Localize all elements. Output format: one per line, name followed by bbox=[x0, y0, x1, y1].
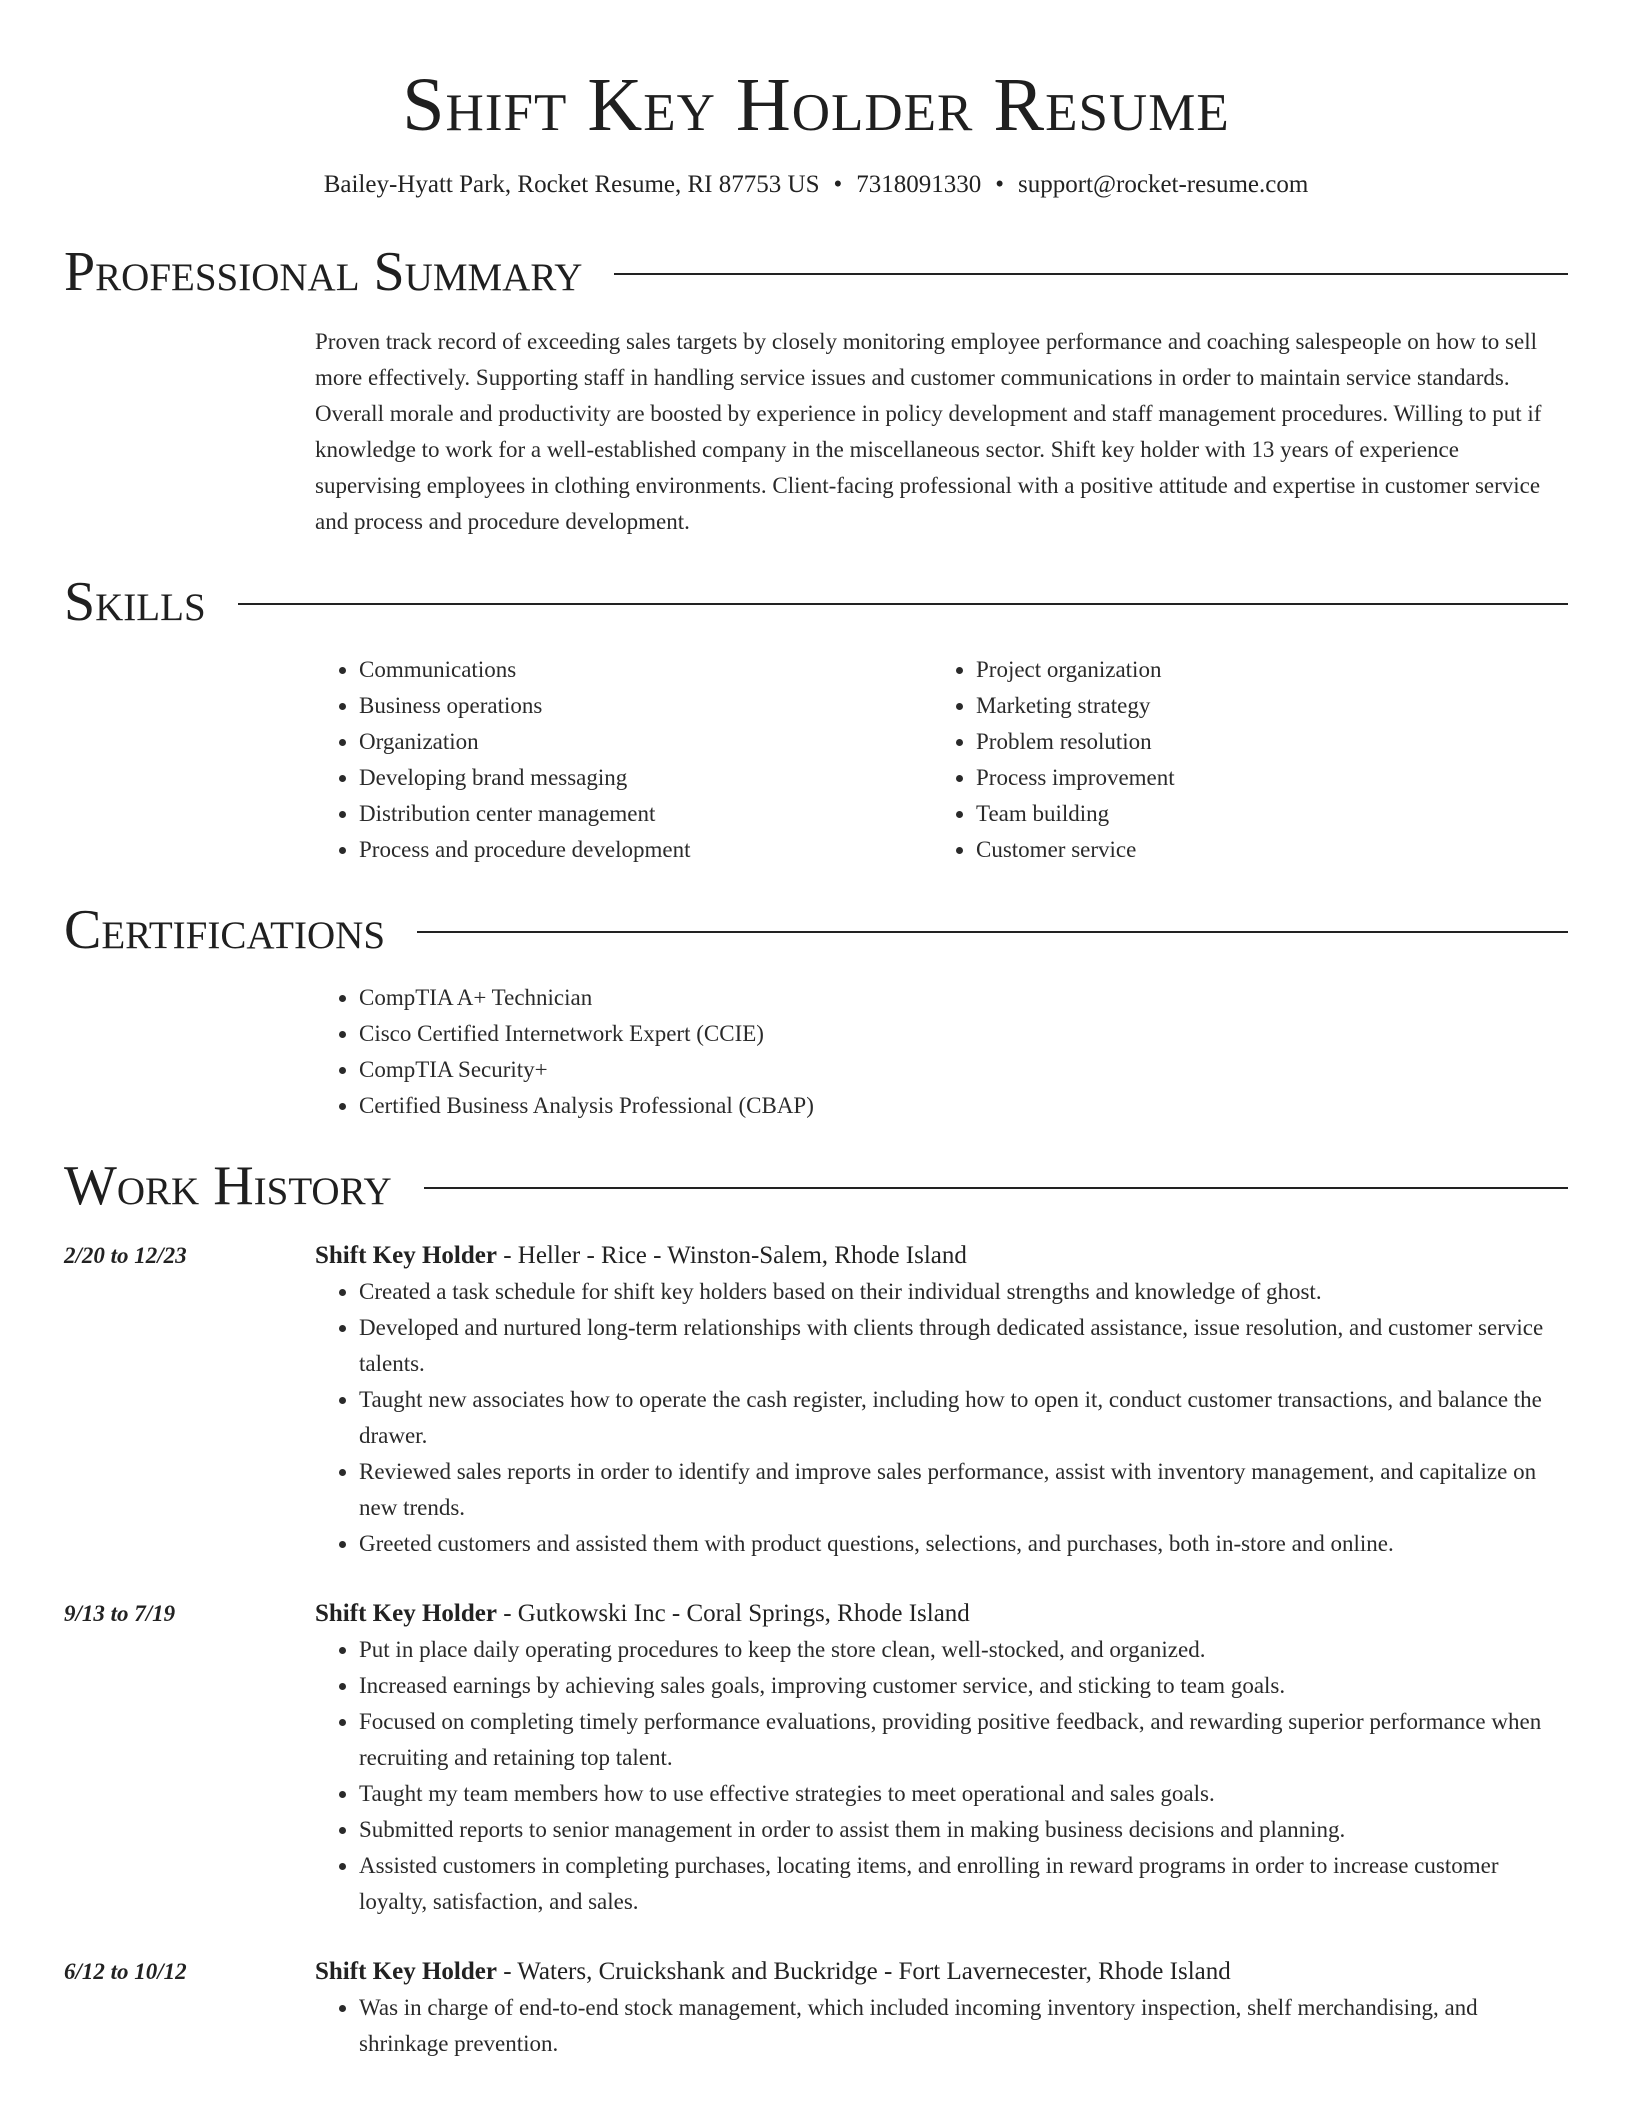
certification-item: • CompTIA Security+ bbox=[359, 1052, 1568, 1088]
job-bullet: • Focused on completing timely performance evaluations, providing positive feedback, and rewarding superior performance when recruiting and retaining top talent. bbox=[359, 1704, 1568, 1776]
skills-column-left bbox=[315, 652, 932, 868]
job-heading bbox=[315, 1596, 1568, 1632]
skill-item: • Distribution center management bbox=[359, 796, 932, 832]
summary-text: Proven track record of exceeding sales targets by closely monitoring employee performance and coaching salespeople on how to sell more effectively. Supporting staff in handling service issues and customer communications in order to maintain service standards. Overall morale and productivity are boosted by experience in policy development and staff management procedures. Willing to put if knowledge to work for a well-established company in the miscellaneous sector. Shift key holder with 13 years of experience supervising employees in clothing environments. Client-facing professional with a positive attitude and expertise in customer service and process and procedure development. bbox=[315, 329, 1542, 534]
skills-section bbox=[315, 652, 1568, 868]
job-entry bbox=[64, 1954, 1568, 2062]
job-content bbox=[315, 1596, 1568, 1920]
section-divider bbox=[238, 603, 1568, 605]
job-details: - Heller - Rice - Winston-Salem, Rhode Island bbox=[496, 1242, 967, 1269]
job-bullets bbox=[315, 1274, 1568, 1562]
section-divider bbox=[417, 931, 1568, 933]
job-role: Shift Key Holder bbox=[315, 1958, 497, 1985]
job-dates: 9/13 to 7/19 bbox=[64, 1601, 176, 1626]
job-bullets bbox=[315, 1990, 1568, 2062]
section-divider bbox=[424, 1187, 1568, 1189]
certification-item: • CompTIA A+ Technician bbox=[359, 980, 1568, 1016]
section-divider bbox=[614, 273, 1568, 275]
certifications-heading: Certifications bbox=[64, 899, 386, 961]
certification-item: • Cisco Certified Internetwork Expert (CCIE) bbox=[359, 1016, 1568, 1052]
job-bullet: • Greeted customers and assisted them with product questions, selections, and purchases, both in-store and online. bbox=[359, 1526, 1568, 1562]
resume-title: Shift Key Holder Resume bbox=[402, 63, 1230, 147]
skills-list-right bbox=[932, 652, 1549, 868]
certification-item: • Certified Business Analysis Professional (CBAP) bbox=[359, 1088, 1568, 1124]
skill-item: • Customer service bbox=[976, 832, 1549, 868]
summary-section-header bbox=[64, 240, 1568, 304]
job-role: Shift Key Holder bbox=[315, 1242, 497, 1269]
skill-item: • Developing brand messaging bbox=[359, 760, 932, 796]
job-entry bbox=[64, 1238, 1568, 1562]
skill-item: • Business operations bbox=[359, 688, 932, 724]
summary-heading: Professional Summary bbox=[64, 241, 583, 303]
job-bullet: • Was in charge of end-to-end stock management, which included incoming inventory inspection, shelf merchandising, and shrinkage prevention. bbox=[359, 1990, 1568, 2062]
job-details: - Gutkowski Inc - Coral Springs, Rhode Island bbox=[496, 1600, 970, 1627]
skill-item: • Communications bbox=[359, 652, 932, 688]
skills-grid bbox=[315, 652, 1568, 868]
job-content bbox=[315, 1238, 1568, 1562]
job-heading bbox=[315, 1238, 1568, 1274]
skill-item: • Process and procedure development bbox=[359, 832, 932, 868]
skill-item: • Marketing strategy bbox=[976, 688, 1549, 724]
skill-item: • Problem resolution bbox=[976, 724, 1549, 760]
job-bullet: • Put in place daily operating procedures to keep the store clean, well-stocked, and organized. bbox=[359, 1632, 1568, 1668]
job-bullet: • Assisted customers in completing purchases, locating items, and enrolling in reward programs in order to increase customer loyalty, satisfaction, and sales. bbox=[359, 1848, 1568, 1920]
certifications-section-header bbox=[64, 898, 1568, 962]
email-address: support@rocket-resume.com bbox=[1018, 171, 1309, 198]
job-bullet: • Increased earnings by achieving sales goals, improving customer service, and sticking to team goals. bbox=[359, 1668, 1568, 1704]
summary-section bbox=[315, 324, 1568, 540]
job-heading bbox=[315, 1954, 1568, 1990]
job-dates: 6/12 to 10/12 bbox=[64, 1959, 187, 1984]
certifications-section bbox=[315, 980, 1568, 1124]
skills-heading: Skills bbox=[64, 571, 206, 633]
skills-section-header bbox=[64, 570, 1568, 634]
job-bullet: • Reviewed sales reports in order to identify and improve sales performance, assist with inventory management, and capitalize on new trends. bbox=[359, 1454, 1568, 1526]
skill-item: • Project organization bbox=[976, 652, 1549, 688]
skills-column-right bbox=[932, 652, 1549, 868]
skill-item: • Team building bbox=[976, 796, 1549, 832]
job-content bbox=[315, 1954, 1568, 2062]
contact-separator: • bbox=[833, 171, 843, 198]
job-details: - Waters, Cruickshank and Buckridge - Fort Lavernecester, Rhode Island bbox=[496, 1958, 1231, 1985]
work-history-heading: Work History bbox=[64, 1155, 392, 1217]
phone-number: 7318091330 bbox=[856, 171, 982, 198]
contact-separator: • bbox=[995, 171, 1004, 198]
address: Bailey-Hyatt Park, Rocket Resume, RI 87753 US bbox=[323, 171, 820, 198]
job-dates: 2/20 to 12/23 bbox=[64, 1243, 187, 1268]
skill-item: • Process improvement bbox=[976, 760, 1549, 796]
job-bullet: • Created a task schedule for shift key holders based on their individual strengths and knowledge of ghost. bbox=[359, 1274, 1568, 1310]
job-role: Shift Key Holder bbox=[315, 1600, 497, 1627]
resume-page bbox=[64, 0, 1568, 2062]
skills-list-left bbox=[315, 652, 932, 868]
job-bullet: • Taught my team members how to use effective strategies to meet operational and sales goals. bbox=[359, 1776, 1568, 1812]
job-entry bbox=[64, 1596, 1568, 1920]
skill-item: • Organization bbox=[359, 724, 932, 760]
job-bullet: • Taught new associates how to operate the cash register, including how to open it, conduct customer transactions, and balance the drawer. bbox=[359, 1382, 1568, 1454]
job-bullets bbox=[315, 1632, 1568, 1920]
contact-line bbox=[64, 168, 1568, 202]
certifications-list bbox=[315, 980, 1568, 1124]
work-history-section-header bbox=[64, 1154, 1568, 1218]
job-bullet: • Developed and nurtured long-term relationships with clients through dedicated assistance, issue resolution, and customer service talents. bbox=[359, 1310, 1568, 1382]
job-bullet: • Submitted reports to senior management in order to assist them in making business decisions and planning. bbox=[359, 1812, 1568, 1848]
